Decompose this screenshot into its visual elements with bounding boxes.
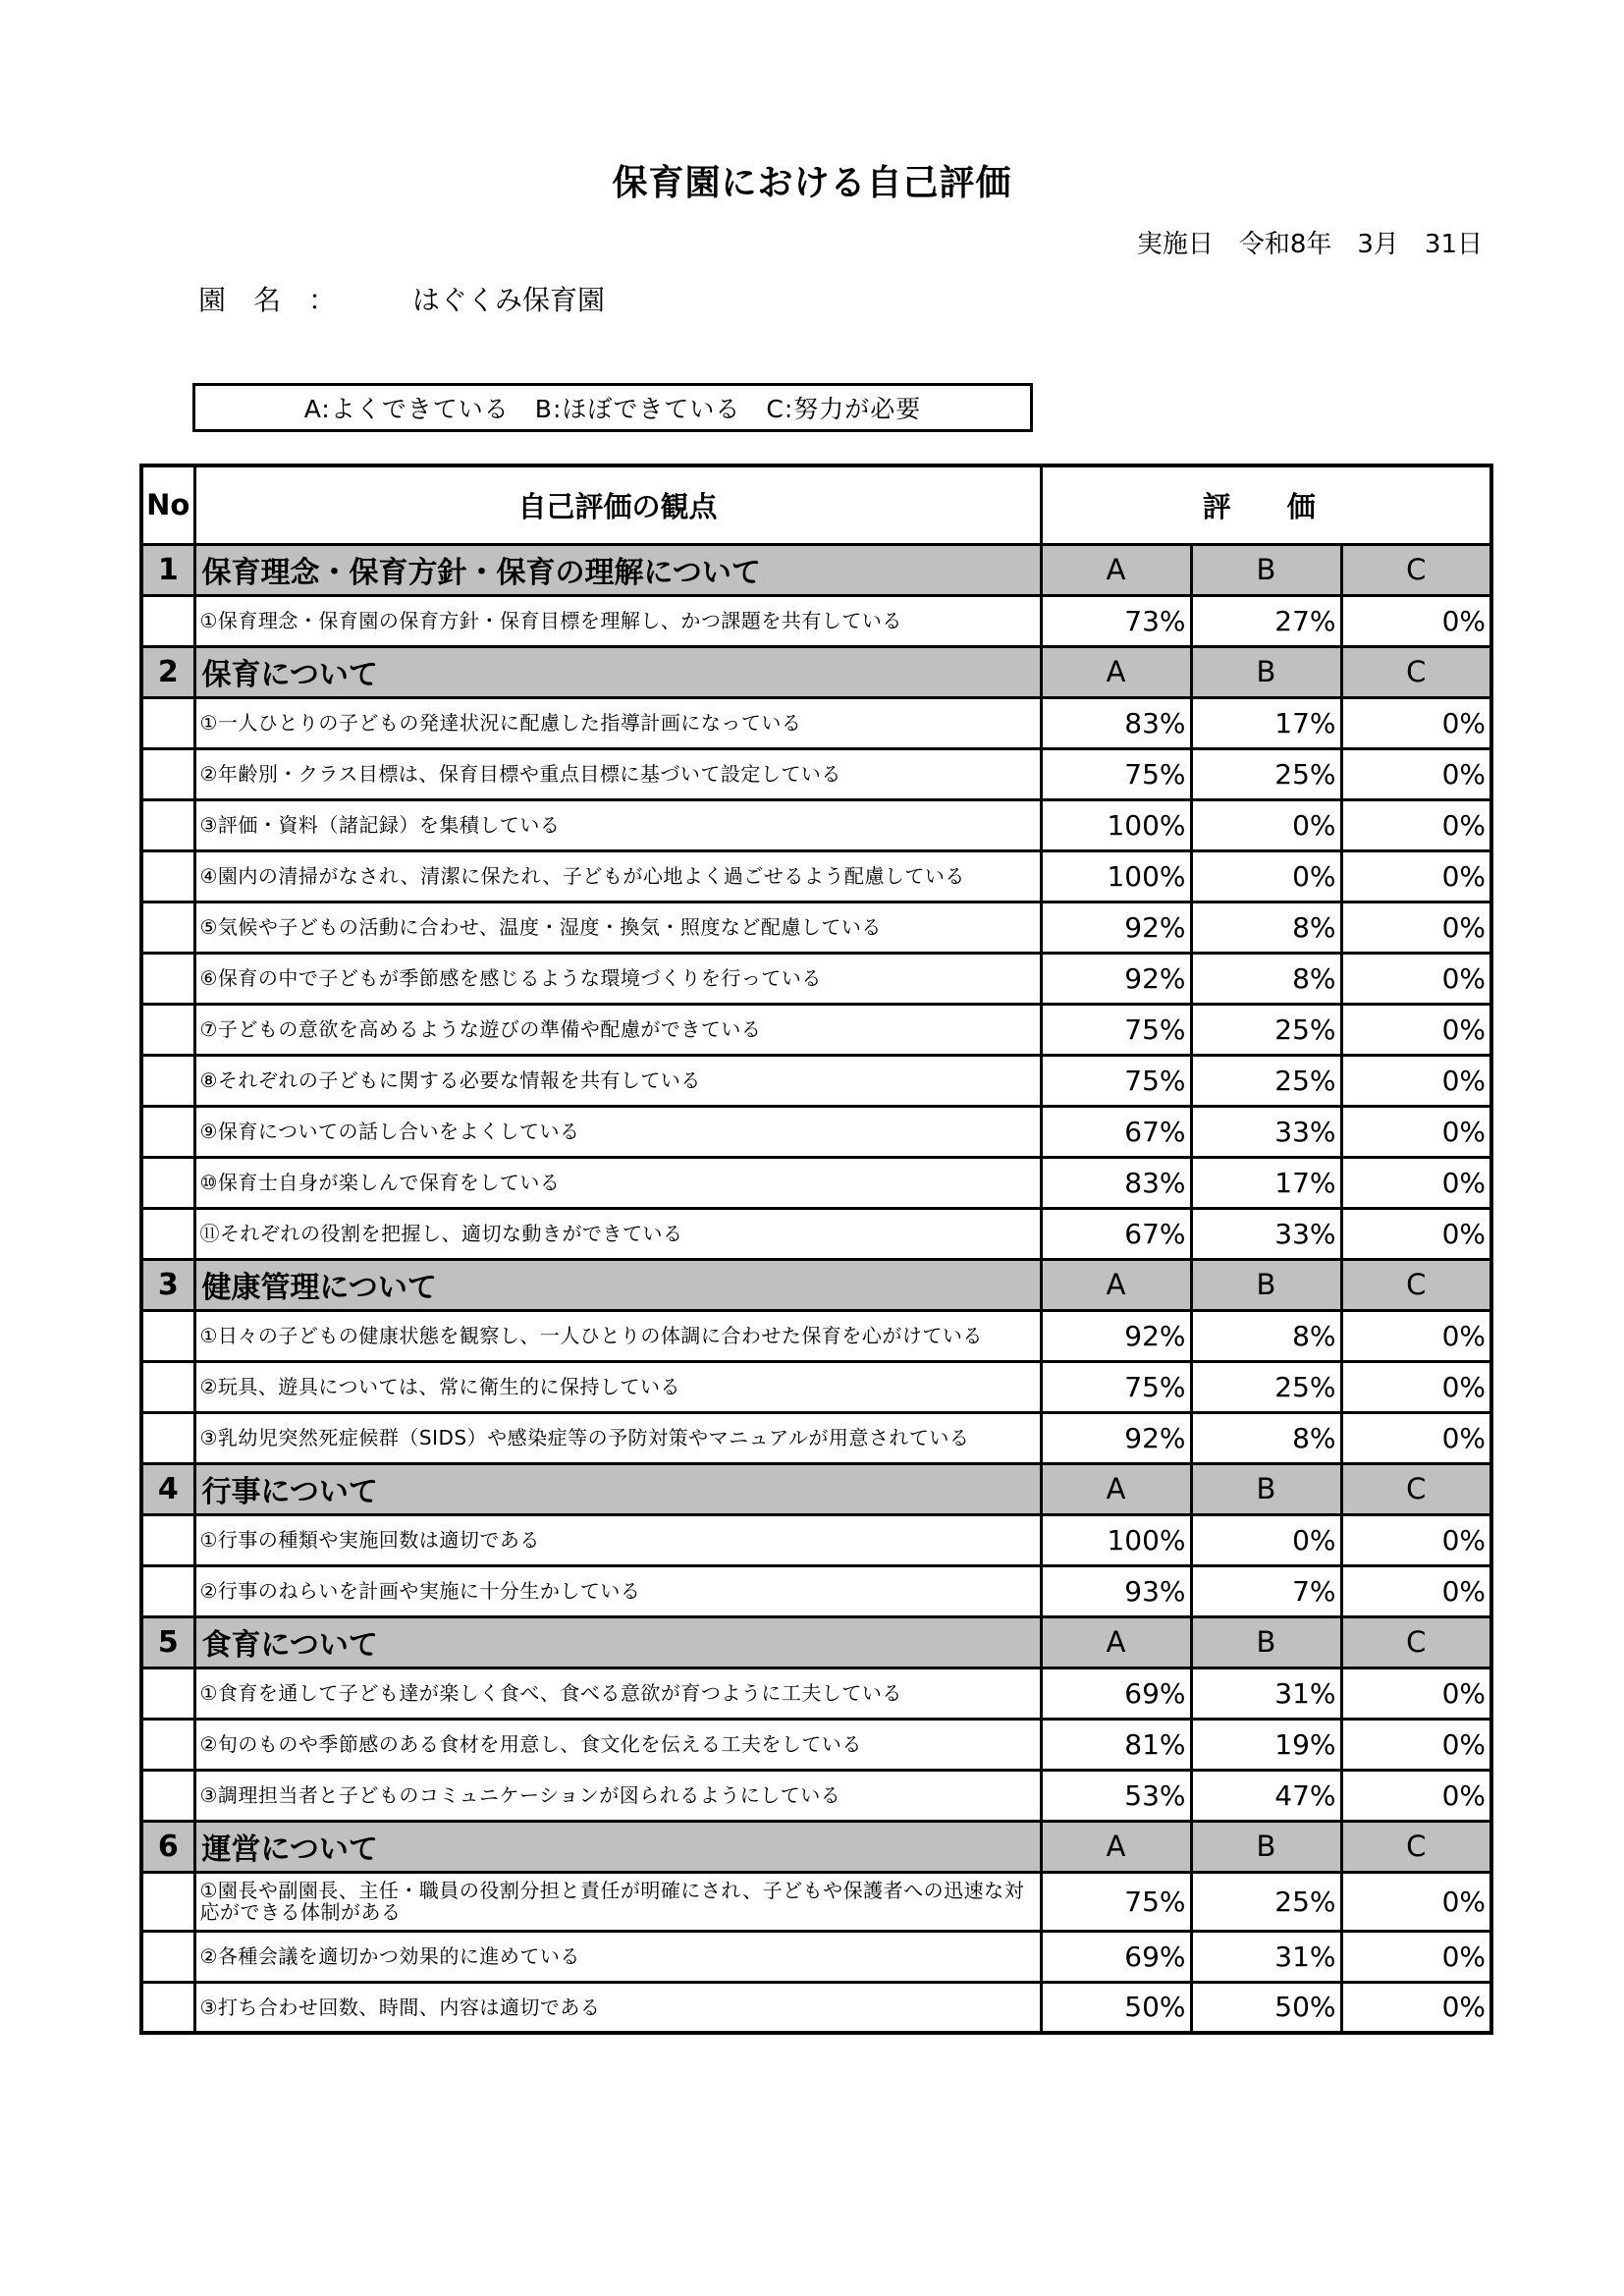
item-text: ③乳幼児突然死症候群（SIDS）や感染症等の予防対策やマニュアルが用意されている [194,1412,1041,1463]
rating-a-value: 75% [1041,1872,1191,1931]
row-number-cell [141,1719,194,1770]
item-text: ③調理担当者と子どものコミュニケーションが図られるようにしている [194,1770,1041,1821]
rating-a-value: 81% [1041,1719,1191,1770]
rating-c-value: 0% [1341,1719,1491,1770]
section-number: 6 [141,1821,194,1872]
row-number-cell [141,1361,194,1412]
row-number-cell [141,697,194,748]
rating-b-value: 25% [1191,1004,1341,1055]
rating-a-value: 92% [1041,1412,1191,1463]
row-number-cell [141,1931,194,1982]
row-number-cell [141,1514,194,1565]
rating-b-value: 25% [1191,1055,1341,1106]
table-row [141,595,1491,646]
row-number-cell [141,850,194,902]
rating-a-value: 69% [1041,1931,1191,1982]
table-row [141,1872,1491,1931]
rating-b-value: 33% [1191,1208,1341,1259]
rating-b-value: 8% [1191,953,1341,1004]
row-number-cell [141,1055,194,1106]
section-header-b: B [1191,1821,1341,1872]
row-number-cell [141,1770,194,1821]
row-number-cell [141,748,194,799]
table-row [141,1931,1491,1982]
section-header-b: B [1191,1616,1341,1667]
table-row [141,1982,1491,2033]
row-number-cell [141,1667,194,1719]
rating-c-value: 0% [1341,1514,1491,1565]
section-header-b: B [1191,1463,1341,1514]
header-evaluation: 評 価 [1041,465,1491,544]
evaluation-table [139,464,1493,2035]
item-text: ②各種会議を適切かつ効果的に進めている [194,1931,1041,1982]
section-title: 行事について [194,1463,1041,1514]
rating-b-value: 8% [1191,1310,1341,1361]
item-text: ⑤気候や子どもの活動に合わせ、温度・湿度・換気・照度など配慮している [194,902,1041,953]
school-row [198,279,605,318]
item-text: ①保育理念・保育園の保育方針・保育目標を理解し、かつ課題を共有している [194,595,1041,646]
section-number: 2 [141,646,194,697]
section-header-a: A [1041,1821,1191,1872]
rating-c-value: 0% [1341,1055,1491,1106]
item-text: ⑩保育士自身が楽しんで保育をしている [194,1157,1041,1208]
rating-b-value: 50% [1191,1982,1341,2033]
rating-b-value: 19% [1191,1719,1341,1770]
row-number-cell [141,1208,194,1259]
table-row [141,748,1491,799]
section-row [141,1616,1491,1667]
row-number-cell [141,902,194,953]
implementation-date: 実施日 令和8年 3月 31日 [1136,230,1483,259]
table-row [141,1412,1491,1463]
row-number-cell [141,1982,194,2033]
section-row [141,646,1491,697]
section-title: 保育理念・保育方針・保育の理解について [194,544,1041,595]
row-number-cell [141,595,194,646]
row-number-cell [141,1565,194,1616]
rating-a-value: 67% [1041,1208,1191,1259]
rating-c-value: 0% [1341,902,1491,953]
table-body [141,544,1491,2033]
row-number-cell [141,1106,194,1157]
table-row [141,1208,1491,1259]
section-header-c: C [1341,1259,1491,1310]
rating-a-value: 75% [1041,1004,1191,1055]
rating-c-value: 0% [1341,1872,1491,1931]
rating-a-value: 100% [1041,799,1191,850]
row-number-cell [141,1412,194,1463]
row-number-cell [141,1157,194,1208]
section-header-c: C [1341,1821,1491,1872]
rating-c-value: 0% [1341,1004,1491,1055]
item-text: ②旬のものや季節感のある食材を用意し、食文化を伝える工夫をしている [194,1719,1041,1770]
rating-b-value: 17% [1191,697,1341,748]
section-header-b: B [1191,646,1341,697]
table-row [141,953,1491,1004]
item-text: ②年齢別・クラス目標は、保育目標や重点目標に基づいて設定している [194,748,1041,799]
rating-a-value: 75% [1041,1055,1191,1106]
table-row [141,1667,1491,1719]
rating-c-value: 0% [1341,1770,1491,1821]
rating-a-value: 83% [1041,697,1191,748]
rating-a-value: 67% [1041,1106,1191,1157]
item-text: ①園長や副園長、主任・職員の役割分担と責任が明確にされ、子どもや保護者への迅速な対応ができる体制がある [194,1872,1041,1931]
rating-a-value: 100% [1041,850,1191,902]
rating-c-value: 0% [1341,1412,1491,1463]
rating-b-value: 47% [1191,1770,1341,1821]
rating-c-value: 0% [1341,1208,1491,1259]
item-text: ③打ち合わせ回数、時間、内容は適切である [194,1982,1041,2033]
rating-legend: A:よくできている B:ほぼできている C:努力が必要 [192,383,1033,432]
page-title: 保育園における自己評価 [612,163,1012,203]
header-item: 自己評価の観点 [194,465,1041,544]
item-text: ①一人ひとりの子どもの発達状況に配慮した指導計画になっている [194,697,1041,748]
table-row [141,1361,1491,1412]
section-number: 1 [141,544,194,595]
section-header-a: A [1041,1259,1191,1310]
item-text: ③評価・資料（諸記録）を集積している [194,799,1041,850]
row-number-cell [141,799,194,850]
item-text: ⑦子どもの意欲を高めるような遊びの準備や配慮ができている [194,1004,1041,1055]
table-row [141,1565,1491,1616]
section-header-c: C [1341,1616,1491,1667]
row-number-cell [141,1872,194,1931]
section-header-c: C [1341,1463,1491,1514]
rating-b-value: 31% [1191,1667,1341,1719]
rating-b-value: 25% [1191,1872,1341,1931]
rating-c-value: 0% [1341,748,1491,799]
rating-c-value: 0% [1341,697,1491,748]
table-row [141,1514,1491,1565]
table-row [141,1157,1491,1208]
rating-b-value: 8% [1191,1412,1341,1463]
rating-a-value: 93% [1041,1565,1191,1616]
item-text: ①食育を通して子ども達が楽しく食べ、食べる意欲が育つように工夫している [194,1667,1041,1719]
table-row [141,902,1491,953]
section-header-c: C [1341,544,1491,595]
table-row [141,1770,1491,1821]
section-number: 3 [141,1259,194,1310]
table-row [141,1055,1491,1106]
item-text: ②行事のねらいを計画や実施に十分生かしている [194,1565,1041,1616]
rating-c-value: 0% [1341,1982,1491,2033]
rating-a-value: 73% [1041,595,1191,646]
rating-c-value: 0% [1341,1106,1491,1157]
rating-a-value: 92% [1041,1310,1191,1361]
section-row [141,1463,1491,1514]
item-text: ①行事の種類や実施回数は適切である [194,1514,1041,1565]
item-text: ⑨保育についての話し合いをよくしている [194,1106,1041,1157]
table-row [141,1310,1491,1361]
rating-c-value: 0% [1341,1310,1491,1361]
rating-a-value: 50% [1041,1982,1191,2033]
school-label: 園 名 ： [198,284,337,316]
rating-c-value: 0% [1341,953,1491,1004]
table-row [141,697,1491,748]
section-number: 5 [141,1616,194,1667]
rating-b-value: 7% [1191,1565,1341,1616]
item-text: ⑥保育の中で子どもが季節感を感じるような環境づくりを行っている [194,953,1041,1004]
section-header-c: C [1341,646,1491,697]
item-text: ①日々の子どもの健康状態を観察し、一人ひとりの体調に合わせた保育を心がけている [194,1310,1041,1361]
section-header-a: A [1041,646,1191,697]
row-number-cell [141,953,194,1004]
rating-c-value: 0% [1341,1361,1491,1412]
school-name: はぐくみ保育園 [412,284,606,316]
rating-a-value: 53% [1041,1770,1191,1821]
rating-a-value: 100% [1041,1514,1191,1565]
rating-b-value: 27% [1191,595,1341,646]
row-number-cell [141,1310,194,1361]
rating-c-value: 0% [1341,799,1491,850]
row-number-cell [141,1004,194,1055]
section-header-a: A [1041,544,1191,595]
table-row [141,1004,1491,1055]
rating-b-value: 25% [1191,748,1341,799]
rating-b-value: 8% [1191,902,1341,953]
section-header-b: B [1191,544,1341,595]
rating-a-value: 92% [1041,953,1191,1004]
section-row [141,544,1491,595]
item-text: ④園内の清掃がなされ、清潔に保たれ、子どもが心地よく過ごせるよう配慮している [194,850,1041,902]
rating-b-value: 31% [1191,1931,1341,1982]
section-header-a: A [1041,1463,1191,1514]
table-header-row [141,465,1491,544]
rating-b-value: 0% [1191,1514,1341,1565]
rating-a-value: 92% [1041,902,1191,953]
rating-a-value: 83% [1041,1157,1191,1208]
table-row [141,799,1491,850]
section-title: 食育について [194,1616,1041,1667]
rating-b-value: 0% [1191,799,1341,850]
section-title: 健康管理について [194,1259,1041,1310]
rating-c-value: 0% [1341,1565,1491,1616]
table-row [141,1106,1491,1157]
section-title: 保育について [194,646,1041,697]
rating-b-value: 0% [1191,850,1341,902]
item-text: ②玩具、遊具については、常に衛生的に保持している [194,1361,1041,1412]
item-text: ⑪それぞれの役割を把握し、適切な動きができている [194,1208,1041,1259]
header-no: No [141,465,194,544]
section-number: 4 [141,1463,194,1514]
rating-c-value: 0% [1341,1931,1491,1982]
rating-b-value: 25% [1191,1361,1341,1412]
rating-b-value: 17% [1191,1157,1341,1208]
rating-b-value: 33% [1191,1106,1341,1157]
section-title: 運営について [194,1821,1041,1872]
section-row [141,1821,1491,1872]
section-header-b: B [1191,1259,1341,1310]
rating-c-value: 0% [1341,595,1491,646]
section-row [141,1259,1491,1310]
table-row [141,850,1491,902]
rating-a-value: 75% [1041,1361,1191,1412]
rating-c-value: 0% [1341,1157,1491,1208]
rating-c-value: 0% [1341,850,1491,902]
item-text: ⑧それぞれの子どもに関する必要な情報を共有している [194,1055,1041,1106]
rating-a-value: 75% [1041,748,1191,799]
rating-a-value: 69% [1041,1667,1191,1719]
table-row [141,1719,1491,1770]
rating-c-value: 0% [1341,1667,1491,1719]
section-header-a: A [1041,1616,1191,1667]
